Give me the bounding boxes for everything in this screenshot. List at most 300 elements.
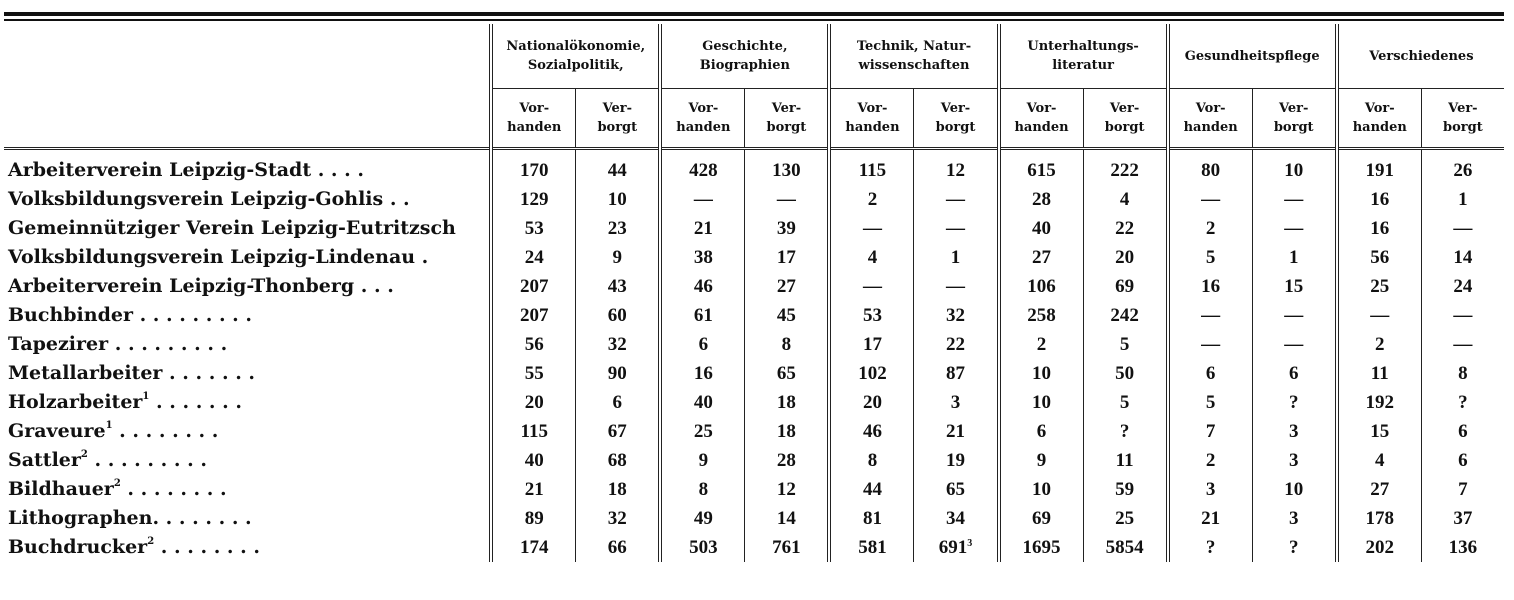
cell-value: 69	[1032, 508, 1052, 529]
sub-header-line: borgt	[1273, 120, 1314, 135]
cell-value: 3	[1288, 421, 1299, 442]
table-cell	[1337, 330, 1422, 359]
cell-value: 67	[607, 421, 627, 442]
cell-value: 207	[519, 305, 549, 326]
cell-value: —	[1284, 218, 1304, 239]
table-cell	[745, 243, 830, 272]
cell-value: 16	[1201, 276, 1221, 297]
table-cell	[914, 533, 999, 562]
cell-value: 8	[1458, 363, 1468, 384]
table-cell	[1252, 214, 1337, 243]
table-cell	[1421, 272, 1504, 301]
table-cell	[1168, 149, 1253, 186]
cell-value: 6	[1288, 363, 1299, 384]
cell-value: 17	[862, 334, 882, 355]
table-cell	[1252, 504, 1337, 533]
row-label-text: Arbeiterverein Leipzig-Stadt . . . .	[8, 159, 365, 181]
table-cell	[914, 301, 999, 330]
cell-value: 19	[946, 450, 965, 471]
cell-value: 21	[524, 479, 544, 500]
sub-header-line: borgt	[935, 120, 976, 135]
table-cell	[1252, 533, 1337, 562]
group-header-line: wissenschaften	[858, 58, 970, 73]
cell-value: 691	[938, 537, 968, 558]
table-cell	[999, 388, 1084, 417]
table-cell	[1168, 475, 1253, 504]
cell-value: 24	[524, 247, 544, 268]
cell-value: —	[1201, 334, 1221, 355]
cell-value: 32	[946, 305, 965, 326]
sub-header-vorhanden	[1337, 89, 1422, 149]
sub-header-line: handen	[1183, 120, 1238, 135]
table-cell	[1421, 301, 1504, 330]
table-cell	[1421, 388, 1504, 417]
cell-value: 18	[607, 479, 627, 500]
table-cell	[999, 446, 1084, 475]
table-row	[4, 359, 1504, 388]
cell-value: 106	[1027, 276, 1056, 297]
sub-header-verborgt	[745, 89, 830, 149]
table-cell	[660, 446, 745, 475]
group-header-line: Technik, Natur-	[856, 39, 972, 54]
row-label-text: Buchdrucker	[8, 536, 148, 558]
cell-value: ?	[1205, 537, 1216, 558]
cell-value: 43	[607, 276, 627, 297]
cell-value: ?	[1119, 421, 1130, 442]
sub-header-vorhanden	[829, 89, 914, 149]
cell-value: 2	[1205, 450, 1216, 471]
cell-value: 56	[1370, 247, 1390, 268]
table-cell	[829, 330, 914, 359]
cell-value: 27	[1370, 479, 1390, 500]
row-label-header	[4, 24, 491, 149]
cell-value: 10	[607, 189, 627, 210]
cell-value: 5854	[1105, 537, 1144, 558]
leader-dots: . . . . . . .	[149, 391, 242, 413]
cell-value: 14	[776, 508, 796, 529]
sub-header-line: handen	[676, 120, 731, 135]
cell-value: ?	[1458, 392, 1468, 413]
table-cell	[1083, 185, 1168, 214]
cell-value: —	[1453, 218, 1473, 239]
table-row	[4, 185, 1504, 214]
cell-value: 428	[689, 160, 718, 181]
footnote-marker: 1	[105, 420, 113, 431]
table-cell	[745, 504, 830, 533]
sub-header-line: Ver-	[602, 101, 632, 116]
cell-value: 174	[519, 537, 549, 558]
cell-value: 761	[772, 537, 801, 558]
sub-header-line: Vor-	[1364, 101, 1395, 116]
table-cell	[745, 475, 830, 504]
table-cell	[1168, 185, 1253, 214]
table-cell	[576, 149, 661, 186]
table-cell	[576, 301, 661, 330]
table-cell	[1252, 330, 1337, 359]
table-row	[4, 388, 1504, 417]
table-cell	[999, 272, 1084, 301]
cell-value: 16	[1370, 189, 1390, 210]
cell-value: 89	[524, 508, 544, 529]
sub-header-vorhanden	[1168, 89, 1253, 149]
sub-header-line: Vor-	[857, 101, 888, 116]
cell-value: 65	[776, 363, 796, 384]
table-cell	[745, 330, 830, 359]
cell-value: 102	[858, 363, 887, 384]
table-cell	[745, 272, 830, 301]
cell-value: 25	[1370, 276, 1390, 297]
table-cell	[660, 388, 745, 417]
table-cell	[999, 475, 1084, 504]
cell-value: 46	[693, 276, 713, 297]
leader-dots: . . . . . . . . .	[87, 449, 207, 471]
cell-value: 44	[862, 479, 882, 500]
row-label	[4, 446, 491, 475]
cell-value: 53	[524, 218, 544, 239]
table-cell	[1421, 417, 1504, 446]
cell-value: —	[946, 189, 965, 210]
cell-value: 9	[698, 450, 709, 471]
table-cell	[1252, 446, 1337, 475]
cell-value: —	[1201, 305, 1221, 326]
table-cell	[829, 272, 914, 301]
cell-value: 45	[776, 305, 796, 326]
table-cell	[1337, 504, 1422, 533]
cell-value: 1	[950, 247, 961, 268]
table-cell	[914, 149, 999, 186]
cell-value: 6	[1458, 450, 1468, 471]
table-cell	[829, 475, 914, 504]
table-cell	[1421, 243, 1504, 272]
cell-value: 3	[1288, 450, 1299, 471]
cell-value: 6	[612, 392, 623, 413]
cell-value: 12	[776, 479, 796, 500]
cell-value: 25	[693, 421, 713, 442]
cell-value: 10	[1284, 479, 1304, 500]
cell-value: 28	[1032, 189, 1052, 210]
sub-header-verborgt	[576, 89, 661, 149]
cell-value: —	[862, 276, 882, 297]
cell-value: 56	[524, 334, 544, 355]
group-header-line: Sozialpolitik,	[527, 58, 624, 73]
cell-value: 2	[867, 189, 878, 210]
cell-value: 28	[776, 450, 796, 471]
group-header-technik	[829, 24, 998, 89]
table-cell	[1168, 359, 1253, 388]
row-label	[4, 243, 491, 272]
sub-header-line: borgt	[597, 120, 638, 135]
sub-header-line: handen	[1352, 120, 1407, 135]
sub-header-line: Ver-	[1279, 101, 1309, 116]
table-cell	[491, 330, 576, 359]
cell-value: 581	[858, 537, 887, 558]
cell-value: —	[1453, 305, 1473, 326]
cell-value: 68	[607, 450, 627, 471]
cell-value: 5	[1205, 247, 1216, 268]
sub-header-line: Ver-	[771, 101, 802, 116]
table-cell	[576, 388, 661, 417]
group-header-line: Nationalökonomie,	[506, 39, 646, 54]
table-row	[4, 243, 1504, 272]
table-cell	[1337, 475, 1422, 504]
table-cell	[491, 388, 576, 417]
cell-value: 81	[862, 508, 882, 529]
table-cell	[1337, 149, 1422, 186]
table-cell	[829, 388, 914, 417]
cell-value: —	[693, 189, 713, 210]
table-row	[4, 446, 1504, 475]
top-rule-thin	[4, 19, 1504, 21]
footnote-marker: 1	[142, 391, 150, 402]
cell-value: 40	[524, 450, 544, 471]
table-cell	[1083, 149, 1168, 186]
table-cell	[576, 533, 661, 562]
cell-value: 6	[1458, 421, 1468, 442]
cell-value: 87	[946, 363, 965, 384]
cell-value: 3	[950, 392, 961, 413]
cell-value: 25	[1115, 508, 1135, 529]
table-cell	[491, 149, 576, 186]
cell-value: 258	[1027, 305, 1056, 326]
table-cell	[491, 301, 576, 330]
table-cell	[491, 185, 576, 214]
table-cell	[1252, 388, 1337, 417]
cell-value: 6	[1036, 421, 1047, 442]
cell-value: 1695	[1022, 537, 1061, 558]
cell-value: 21	[946, 421, 965, 442]
table-cell	[660, 185, 745, 214]
sub-header-verborgt	[914, 89, 999, 149]
group-header-row	[4, 24, 1504, 89]
cell-value: 10	[1032, 479, 1052, 500]
table-cell	[829, 149, 914, 186]
table-cell	[745, 446, 830, 475]
table-row	[4, 533, 1504, 562]
row-label-text: Bildhauer	[8, 478, 114, 500]
table-cell	[829, 214, 914, 243]
table-cell	[829, 504, 914, 533]
sub-header-line: borgt	[766, 120, 807, 135]
cell-value: 192	[1365, 392, 1394, 413]
cell-value: 21	[693, 218, 713, 239]
table-cell	[1337, 301, 1422, 330]
table-cell	[660, 243, 745, 272]
cell-value: 14	[1453, 247, 1473, 268]
cell-value: 2	[1205, 218, 1216, 239]
cell-value: 4	[1119, 189, 1130, 210]
cell-value: 46	[862, 421, 882, 442]
cell-value: 18	[776, 421, 796, 442]
cell-value: 17	[776, 247, 796, 268]
table-cell	[999, 330, 1084, 359]
cell-value: 80	[1201, 160, 1221, 181]
table-cell	[576, 417, 661, 446]
table-cell	[1337, 533, 1422, 562]
cell-value: 34	[946, 508, 965, 529]
table-cell	[745, 149, 830, 186]
sub-header-line: borgt	[1443, 120, 1483, 135]
table-cell	[1252, 149, 1337, 186]
table-cell	[491, 475, 576, 504]
table-cell	[660, 475, 745, 504]
table-cell	[576, 185, 661, 214]
cell-value: 38	[693, 247, 713, 268]
cell-value: 9	[612, 247, 623, 268]
cell-value: 9	[1036, 450, 1047, 471]
cell-value: —	[1284, 305, 1304, 326]
cell-value: 10	[1032, 363, 1052, 384]
table-cell	[1083, 330, 1168, 359]
leader-dots: . . . . . . . .	[120, 478, 227, 500]
table-cell	[1083, 272, 1168, 301]
table-cell	[1083, 301, 1168, 330]
cell-value: 1	[1458, 189, 1468, 210]
table-body	[4, 149, 1504, 563]
sub-header-line: handen	[507, 120, 562, 135]
row-label	[4, 388, 491, 417]
table-cell	[1168, 504, 1253, 533]
table-cell	[576, 475, 661, 504]
table-cell	[829, 243, 914, 272]
table-cell	[1168, 301, 1253, 330]
table-row	[4, 475, 1504, 504]
sub-header-line: Ver-	[940, 101, 971, 116]
table-cell	[999, 149, 1084, 186]
table-cell	[576, 504, 661, 533]
row-label-text: Sattler	[8, 449, 81, 471]
sub-header-verborgt	[1083, 89, 1168, 149]
table-cell	[1083, 504, 1168, 533]
row-label	[4, 417, 491, 446]
cell-value: 49	[693, 508, 713, 529]
table-cell	[1083, 475, 1168, 504]
cell-value: 23	[607, 218, 627, 239]
cell-value: 15	[1370, 421, 1390, 442]
row-label-text: Graveure	[8, 420, 106, 442]
cell-value: 170	[519, 160, 549, 181]
cell-value: 61	[693, 305, 713, 326]
table-row	[4, 214, 1504, 243]
footnote-marker: 2	[113, 478, 121, 489]
group-header-line: Verschiedenes	[1369, 48, 1474, 64]
table-cell	[491, 214, 576, 243]
sub-header-vorhanden	[491, 89, 576, 149]
row-label	[4, 504, 491, 533]
footnote-marker: 3	[967, 538, 973, 549]
leader-dots: . . . . . . . .	[154, 536, 261, 558]
row-label	[4, 301, 491, 330]
table-cell	[1252, 243, 1337, 272]
table-cell	[1421, 359, 1504, 388]
row-label-text: Lithographen. . . . . . . .	[8, 507, 252, 529]
cell-value: 129	[519, 189, 549, 210]
table-cell	[576, 359, 661, 388]
table-cell	[491, 446, 576, 475]
table-cell	[914, 417, 999, 446]
row-label-text: Buchbinder . . . . . . . . .	[8, 304, 253, 326]
table-cell	[1083, 359, 1168, 388]
table-cell	[660, 533, 745, 562]
table-cell	[914, 359, 999, 388]
table-cell	[1083, 417, 1168, 446]
cell-value: ?	[1288, 537, 1299, 558]
row-label	[4, 149, 491, 186]
table-cell	[745, 533, 830, 562]
table-cell	[914, 214, 999, 243]
cell-value: 22	[1115, 218, 1135, 239]
sub-header-line: Vor-	[519, 101, 550, 116]
cell-value: 8	[698, 479, 709, 500]
table-row	[4, 417, 1504, 446]
cell-value: 27	[1032, 247, 1052, 268]
cell-value: 615	[1027, 160, 1056, 181]
cell-value: 16	[693, 363, 713, 384]
cell-value: 1	[1288, 247, 1299, 268]
cell-value: 18	[776, 392, 796, 413]
cell-value: 11	[1370, 363, 1389, 384]
table-cell	[491, 417, 576, 446]
cell-value: 16	[1370, 218, 1390, 239]
row-label	[4, 475, 491, 504]
cell-value: 4	[1375, 450, 1385, 471]
cell-value: —	[1370, 305, 1390, 326]
table-cell	[829, 446, 914, 475]
table-cell	[1252, 185, 1337, 214]
table-cell	[999, 417, 1084, 446]
table-cell	[999, 359, 1084, 388]
group-header-geschichte	[660, 24, 829, 89]
cell-value: —	[1201, 189, 1221, 210]
table-cell	[1337, 417, 1422, 446]
table-cell	[660, 359, 745, 388]
sub-header-line: borgt	[1104, 120, 1145, 135]
cell-value: 90	[607, 363, 627, 384]
table-cell	[660, 504, 745, 533]
table-cell	[914, 185, 999, 214]
table-cell	[829, 533, 914, 562]
table-cell	[999, 301, 1084, 330]
group-header-unterhaltung	[999, 24, 1168, 89]
sub-header-line: Vor-	[1026, 101, 1057, 116]
table-cell	[829, 359, 914, 388]
cell-value: 20	[862, 392, 882, 413]
table-cell	[1421, 185, 1504, 214]
table-cell	[829, 301, 914, 330]
cell-value: 55	[524, 363, 544, 384]
table-cell	[999, 243, 1084, 272]
cell-value: —	[1284, 189, 1304, 210]
row-label-text: Tapezirer . . . . . . . . .	[8, 333, 228, 355]
table-row	[4, 272, 1504, 301]
cell-value: 40	[693, 392, 713, 413]
table-cell	[491, 272, 576, 301]
cell-value: 4	[867, 247, 878, 268]
cell-value: 12	[946, 160, 965, 181]
cell-value: 44	[607, 160, 627, 181]
row-label-text: Metallarbeiter . . . . . . .	[8, 362, 256, 384]
table-cell	[1168, 533, 1253, 562]
cell-value: 20	[1115, 247, 1135, 268]
cell-value: ?	[1288, 392, 1299, 413]
table-cell	[1252, 475, 1337, 504]
footnote-marker: 2	[147, 536, 155, 547]
cell-value: 8	[781, 334, 792, 355]
table-cell	[914, 388, 999, 417]
cell-value: 26	[1453, 160, 1473, 181]
cell-value: 50	[1115, 363, 1135, 384]
table-row	[4, 301, 1504, 330]
cell-value: 10	[1284, 160, 1304, 181]
